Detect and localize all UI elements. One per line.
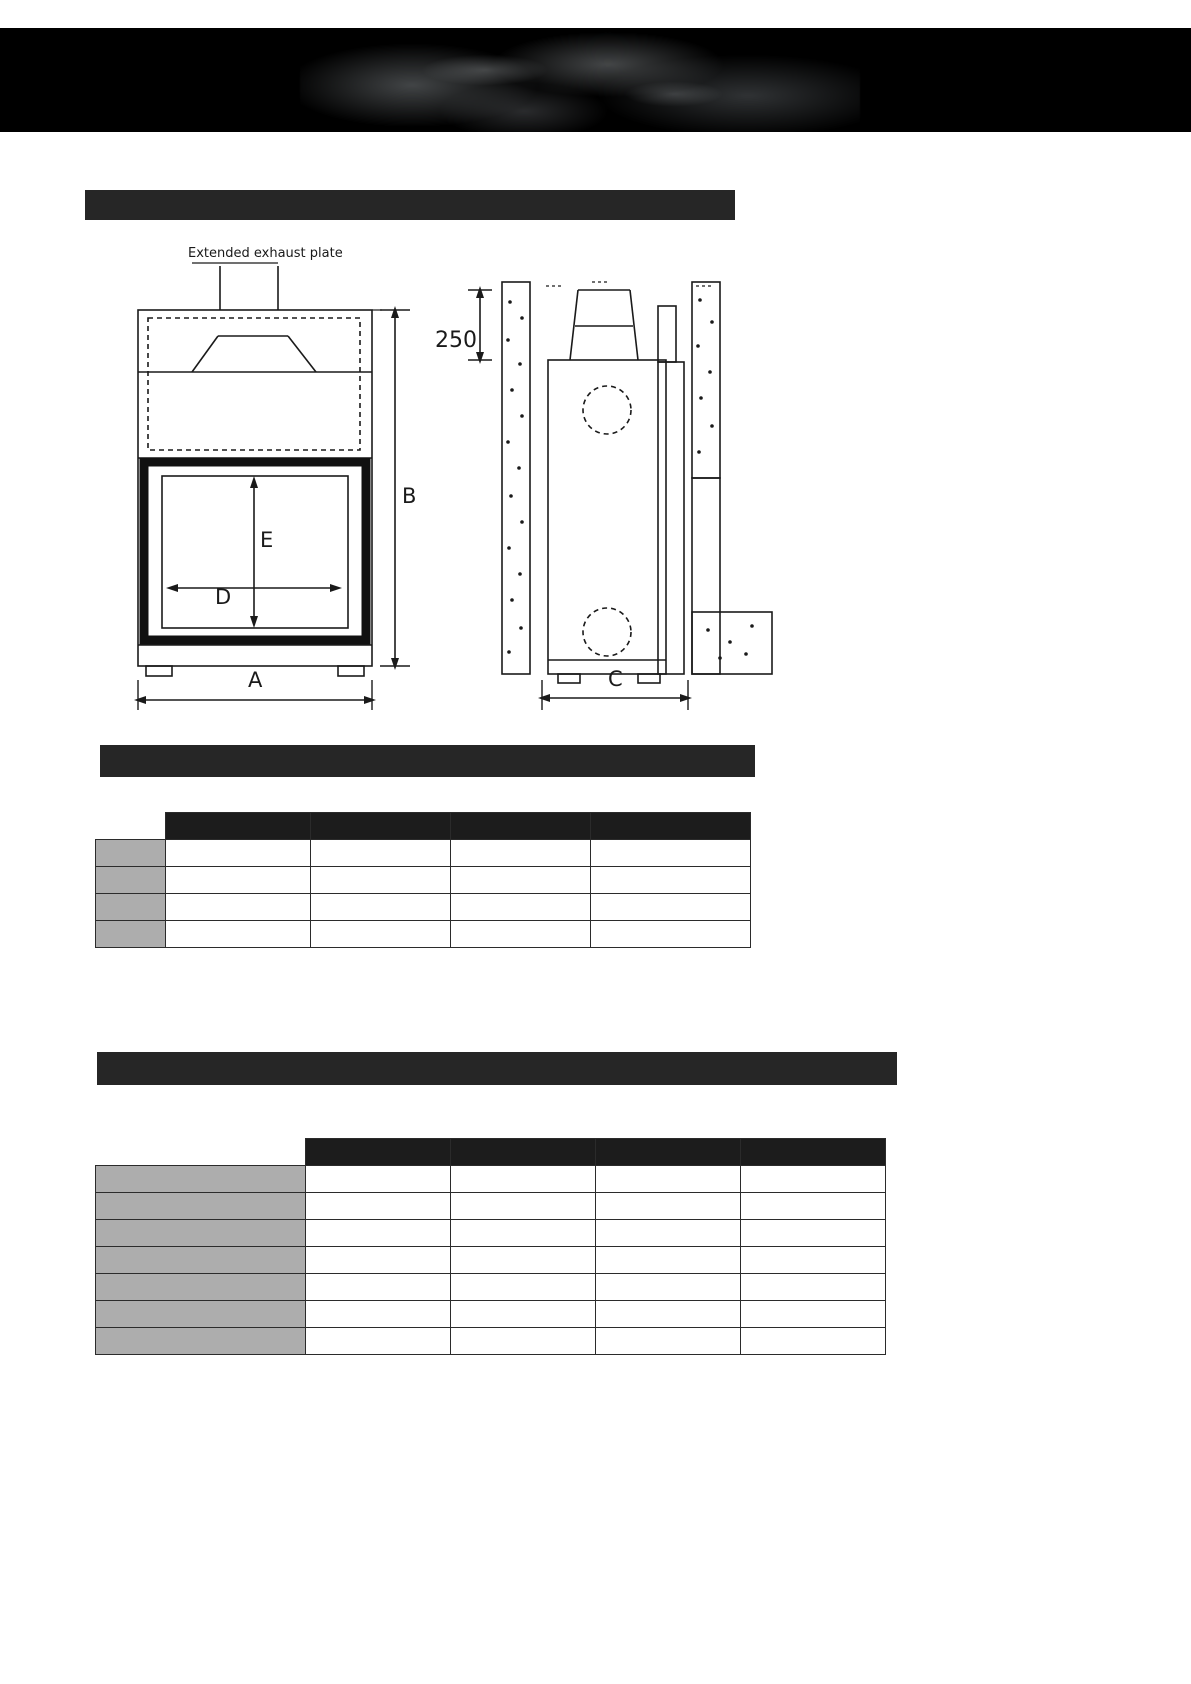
table-row xyxy=(96,921,751,948)
table-2-row-header xyxy=(96,1247,306,1274)
table-1-row-header xyxy=(96,894,166,921)
table-row xyxy=(96,867,751,894)
table-2-cell xyxy=(451,1301,596,1328)
table-row xyxy=(96,840,751,867)
table-1-cell xyxy=(311,867,451,894)
table-2-row-header xyxy=(96,1220,306,1247)
table-1-cell xyxy=(166,867,311,894)
table-2-row-header xyxy=(96,1328,306,1355)
table-row xyxy=(96,894,751,921)
table-2-cell xyxy=(596,1274,741,1301)
table-2-cell xyxy=(451,1247,596,1274)
table-2-col-header xyxy=(306,1139,451,1166)
table-2-cell xyxy=(596,1328,741,1355)
table-2-cell xyxy=(596,1247,741,1274)
table-2-cell xyxy=(596,1193,741,1220)
table-1-cell xyxy=(166,840,311,867)
table-1-row-header xyxy=(96,840,166,867)
table-1-cell xyxy=(451,921,591,948)
table-row xyxy=(96,1193,886,1220)
table-2-col-header xyxy=(451,1139,596,1166)
table-2-cell xyxy=(306,1274,451,1301)
table-2-cell xyxy=(596,1220,741,1247)
table-2-cell xyxy=(306,1328,451,1355)
table-2-cell xyxy=(451,1220,596,1247)
table-2-header-row xyxy=(96,1139,886,1166)
table-2-col-header xyxy=(596,1139,741,1166)
table-2-cell xyxy=(451,1328,596,1355)
table-1-cell xyxy=(591,867,751,894)
table-2-cell xyxy=(306,1166,451,1193)
technical-drawing xyxy=(130,240,850,720)
table-1-row-header xyxy=(96,867,166,894)
banner-texture-highlight xyxy=(380,38,800,118)
table-1-cell xyxy=(166,894,311,921)
table-1-col-header xyxy=(311,813,451,840)
table-1-cell xyxy=(591,921,751,948)
table-2-cell xyxy=(306,1247,451,1274)
section-bar-table-one xyxy=(100,745,755,777)
table-2-cell xyxy=(596,1301,741,1328)
table-row xyxy=(96,1301,886,1328)
table-1-cell xyxy=(311,840,451,867)
dimension-value-250: 250 xyxy=(435,328,477,353)
table-1-cell xyxy=(311,894,451,921)
table-1-cell xyxy=(451,867,591,894)
table-1-cell xyxy=(451,894,591,921)
top-dark-banner xyxy=(0,28,1191,132)
table-1-corner-cell xyxy=(96,813,166,840)
section-bar-dimensions xyxy=(85,190,735,220)
table-1-cell xyxy=(591,894,751,921)
table-2-cell xyxy=(741,1166,886,1193)
table-2-row-header xyxy=(96,1193,306,1220)
table-2-row-header xyxy=(96,1274,306,1301)
dimension-letter-e: E xyxy=(260,528,274,552)
table-2-cell xyxy=(451,1166,596,1193)
table-1-cell xyxy=(591,840,751,867)
table-1-col-header xyxy=(591,813,751,840)
table-row xyxy=(96,1166,886,1193)
table-row xyxy=(96,1328,886,1355)
table-1-col-header xyxy=(451,813,591,840)
table-1-col-header xyxy=(166,813,311,840)
table-2-cell xyxy=(451,1193,596,1220)
table-2-row-header xyxy=(96,1301,306,1328)
table-2-cell xyxy=(741,1301,886,1328)
table-2-cell xyxy=(306,1220,451,1247)
table-row xyxy=(96,1247,886,1274)
table-2-col-header xyxy=(741,1139,886,1166)
table-1-cell xyxy=(451,840,591,867)
dimension-letter-d: D xyxy=(215,585,232,609)
table-2-cell xyxy=(451,1274,596,1301)
table-2-corner-cell xyxy=(96,1139,306,1166)
table-1-cell xyxy=(311,921,451,948)
table-2-cell xyxy=(741,1274,886,1301)
table-2-cell xyxy=(306,1193,451,1220)
table-row xyxy=(96,1220,886,1247)
table-2-row-header xyxy=(96,1166,306,1193)
table-1-row-header xyxy=(96,921,166,948)
table-1-cell xyxy=(166,921,311,948)
table-2-cell xyxy=(741,1247,886,1274)
table-2-cell xyxy=(741,1193,886,1220)
dimension-letter-c: C xyxy=(608,667,623,691)
table-row xyxy=(96,1274,886,1301)
specification-table-1 xyxy=(95,812,751,948)
section-bar-table-two xyxy=(97,1052,897,1085)
table-1-header-row xyxy=(96,813,751,840)
table-2-cell xyxy=(741,1328,886,1355)
table-2-cell xyxy=(741,1220,886,1247)
dimension-letter-b: B xyxy=(402,484,417,508)
table-2-cell xyxy=(596,1166,741,1193)
table-2-cell xyxy=(306,1301,451,1328)
specification-table-2 xyxy=(95,1138,886,1355)
extended-exhaust-plate-label: Extended exhaust plate xyxy=(188,246,343,261)
fireplace-elevation-and-section-svg xyxy=(130,240,850,720)
dimension-letter-a: A xyxy=(248,668,263,692)
